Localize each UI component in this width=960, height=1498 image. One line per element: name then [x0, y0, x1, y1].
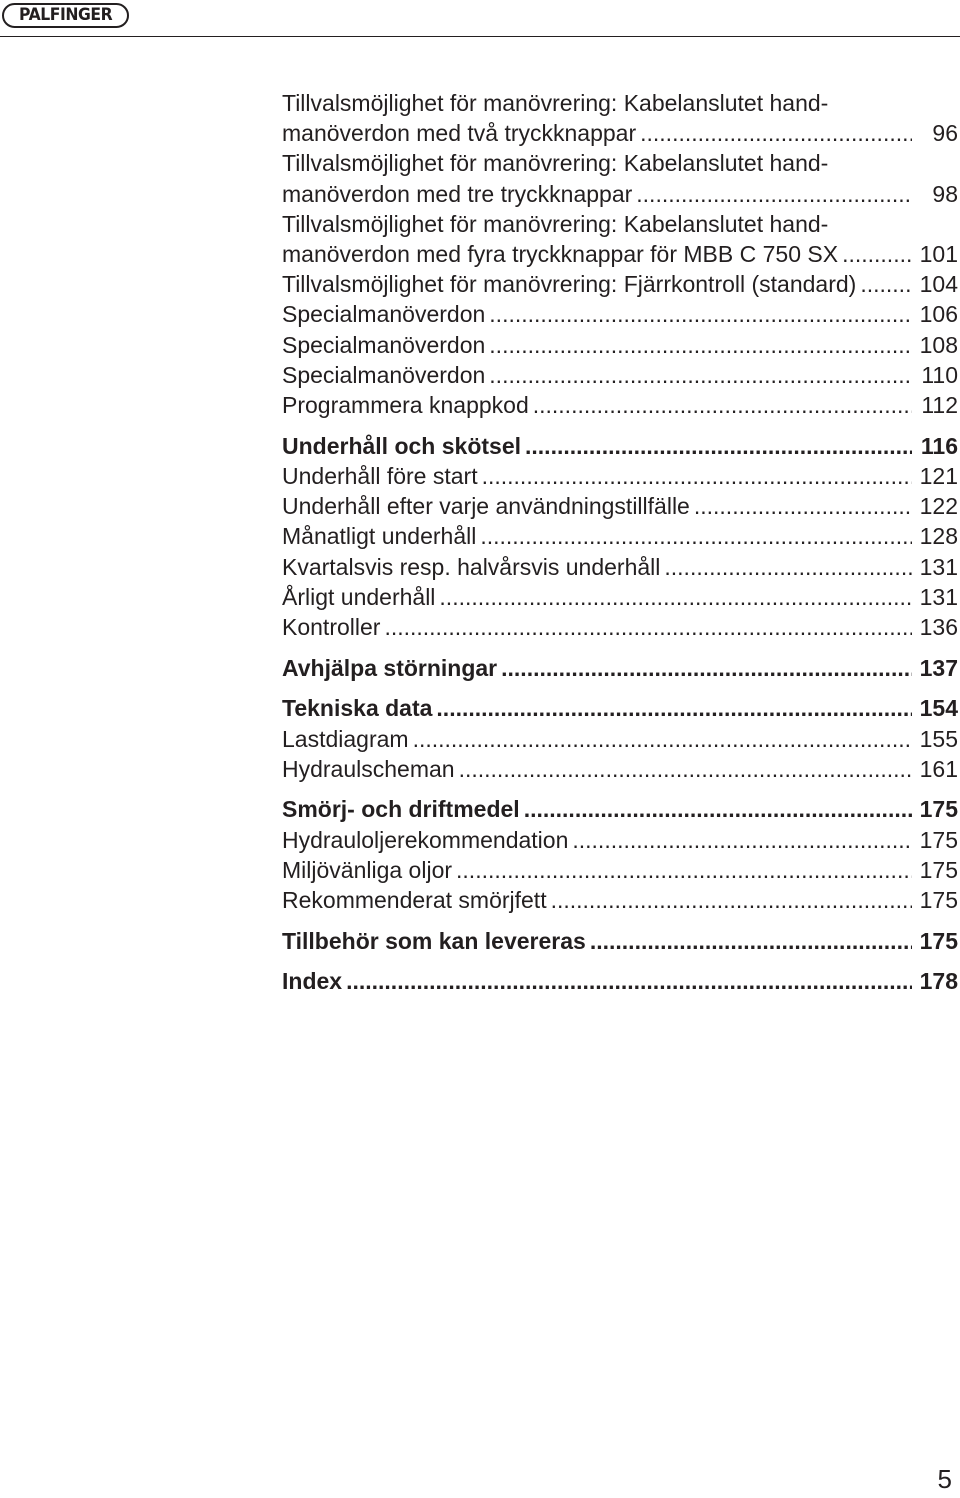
toc-entry-page: 108 — [919, 331, 958, 358]
toc-entry-page: 137 — [919, 654, 958, 681]
toc-entry[interactable] — [282, 330, 958, 360]
toc-chapter-entry[interactable] — [282, 431, 958, 461]
toc-dot-leader — [636, 179, 912, 209]
toc-entry-page: 122 — [919, 493, 958, 520]
toc-entry[interactable] — [282, 855, 958, 885]
toc-entry[interactable] — [282, 825, 958, 855]
toc-entry-title-line1: Tillvalsmöjlighet för manövrering: Kabelanslutet hand- — [282, 150, 829, 177]
toc-entry-title: Underhåll före start — [282, 462, 478, 489]
toc-chapter-entry[interactable] — [282, 966, 958, 996]
toc-entry-title: Hydraulscheman — [282, 755, 455, 782]
toc-entry-title: Hydrauloljerekommendation — [282, 826, 569, 853]
toc-entry-title: manöverdon med tre tryckknappar — [282, 180, 633, 207]
toc-entry-line — [282, 724, 958, 754]
toc-entry-line — [282, 118, 958, 148]
toc-entry-title: Smörj- och driftmedel — [282, 796, 520, 823]
toc-dot-leader — [439, 582, 912, 612]
toc-entry-line — [282, 299, 958, 329]
toc-dot-leader — [694, 491, 912, 521]
palfinger-logo — [2, 3, 129, 28]
toc-entry-page: 101 — [919, 241, 958, 268]
toc-entry[interactable] — [282, 461, 958, 491]
toc-dot-leader — [524, 794, 912, 824]
toc-entry[interactable] — [282, 88, 958, 148]
toc-entry[interactable] — [282, 390, 958, 420]
toc-entry[interactable] — [282, 521, 958, 551]
toc-entry-line — [282, 269, 958, 299]
toc-entry-line — [282, 461, 958, 491]
page-number: 5 — [937, 1464, 952, 1494]
toc-entry-line — [282, 390, 958, 420]
toc-dot-leader — [436, 693, 912, 723]
toc-entry-line — [282, 431, 958, 461]
toc-dot-leader — [590, 926, 912, 956]
toc-entry-title: Programmera knappkod — [282, 392, 529, 419]
toc-dot-leader — [860, 269, 912, 299]
toc-entry-title: Månatligt underhåll — [282, 523, 477, 550]
toc-chapter-entry[interactable] — [282, 926, 958, 956]
toc-entry-page: 178 — [919, 968, 958, 995]
toc-entry-page: 110 — [921, 361, 958, 388]
toc-dot-leader — [640, 118, 912, 148]
toc-entry-page: 121 — [919, 462, 958, 489]
toc-entry-title: Lastdiagram — [282, 725, 409, 752]
toc-dot-leader — [533, 390, 912, 420]
toc-entry-title: Kontroller — [282, 613, 381, 640]
toc-entry-line — [282, 521, 958, 551]
toc-entry-page: 96 — [932, 120, 958, 147]
toc-dot-leader — [842, 239, 912, 269]
toc-entry-title: Tekniska data — [282, 695, 433, 722]
toc-dot-leader — [384, 612, 912, 642]
toc-entry-title: Specialmanöverdon — [282, 301, 486, 328]
toc-entry-title: manöverdon med två tryckknappar — [282, 120, 637, 147]
toc-entry-page: 106 — [919, 301, 958, 328]
toc-entry-line — [282, 754, 958, 784]
toc-dot-leader — [482, 461, 912, 491]
toc-entry-page: 175 — [919, 796, 958, 823]
toc-dot-leader — [501, 653, 912, 683]
toc-entry-page: 175 — [919, 927, 958, 954]
header-divider — [0, 36, 960, 37]
toc-dot-leader — [525, 431, 912, 461]
toc-entry-line — [282, 491, 958, 521]
toc-entry-page: 131 — [919, 553, 958, 580]
toc-entry[interactable] — [282, 885, 958, 915]
toc-entry-page: 136 — [919, 613, 958, 640]
toc-entry-title: Specialmanöverdon — [282, 331, 486, 358]
toc-dot-leader — [664, 552, 912, 582]
toc-entry[interactable] — [282, 552, 958, 582]
toc-entry-title: Rekommenderat smörjfett — [282, 887, 547, 914]
toc-dot-leader — [459, 754, 912, 784]
toc-entry-title-line1: Tillvalsmöjlighet för manövrering: Kabelanslutet hand- — [282, 90, 829, 116]
toc-entry[interactable] — [282, 209, 958, 269]
page-header — [0, 0, 960, 40]
toc-entry-title: manöverdon med fyra tryckknappar för MBB C 750 SX — [282, 241, 839, 268]
toc-entry-page: 175 — [919, 887, 958, 914]
toc-entry-page: 155 — [919, 725, 958, 752]
toc-entry-line — [282, 653, 958, 683]
toc-entry-page: 98 — [932, 180, 958, 207]
toc-entry-page: 154 — [919, 695, 958, 722]
toc-entry-title: Specialmanöverdon — [282, 361, 486, 388]
toc-entry-title: Miljövänliga oljor — [282, 856, 453, 883]
toc-entry-title: Underhåll efter varje användningstillfälle — [282, 493, 690, 520]
toc-entry-line — [282, 239, 958, 269]
toc-entry-page: 175 — [919, 856, 958, 883]
toc-entry-line — [282, 966, 958, 996]
toc-entry-page: 116 — [920, 432, 958, 459]
toc-chapter-entry[interactable] — [282, 794, 958, 824]
toc-entry[interactable] — [282, 360, 958, 390]
toc-entry-title: Avhjälpa störningar — [282, 654, 498, 681]
toc-chapter-entry[interactable] — [282, 653, 958, 683]
toc-entry-line — [282, 693, 958, 723]
toc-entry-page: 131 — [919, 583, 958, 610]
toc-dot-leader — [551, 885, 912, 915]
toc-entry[interactable] — [282, 612, 958, 642]
toc-entry-title: Tillbehör som kan levereras — [282, 927, 586, 954]
toc-entry-title-line1: Tillvalsmöjlighet för manövrering: Kabelanslutet hand- — [282, 210, 829, 237]
toc-entry-line — [282, 855, 958, 885]
toc-entry-line — [282, 179, 958, 209]
toc-entry-page: 112 — [921, 392, 958, 419]
toc-dot-leader — [413, 724, 912, 754]
toc-dot-leader — [456, 855, 912, 885]
toc-entry-title: Kvartalsvis resp. halvårsvis underhåll — [282, 553, 661, 580]
toc-entry[interactable] — [282, 491, 958, 521]
toc-dot-leader — [480, 521, 912, 551]
toc-entry-title: Tillvalsmöjlighet för manövrering: Fjärrkontroll (standard) — [282, 271, 857, 298]
toc-entry-line — [282, 330, 958, 360]
toc-chapter-entry[interactable] — [282, 693, 958, 723]
toc-entry-line — [282, 582, 958, 612]
toc-dot-leader — [346, 966, 912, 996]
toc-entry-line — [282, 926, 958, 956]
toc-entry-line — [282, 885, 958, 915]
toc-entry-page: 128 — [919, 523, 958, 550]
toc-entry-line — [282, 552, 958, 582]
toc-entry-page: 104 — [919, 271, 958, 298]
toc-entry-title: Årligt underhåll — [282, 583, 436, 610]
toc-entry-line — [282, 825, 958, 855]
toc-entry[interactable] — [282, 582, 958, 612]
logo-text: PALFINGER — [18, 5, 113, 25]
toc-entry-line — [282, 794, 958, 824]
toc-entry-line — [282, 360, 958, 390]
toc-entry[interactable] — [282, 148, 958, 208]
toc-entry-line — [282, 612, 958, 642]
table-of-contents — [282, 88, 958, 997]
toc-entry-page: 175 — [919, 826, 958, 853]
toc-dot-leader — [489, 360, 912, 390]
toc-entry-title: Underhåll och skötsel — [282, 432, 522, 459]
toc-entry-title: Index — [282, 968, 343, 995]
toc-entry-page: 161 — [919, 755, 958, 782]
toc-dot-leader — [489, 299, 912, 329]
toc-entry[interactable] — [282, 269, 958, 299]
toc-dot-leader — [572, 825, 912, 855]
toc-dot-leader — [489, 330, 912, 360]
toc-entry[interactable] — [282, 299, 958, 329]
toc-entry[interactable] — [282, 724, 958, 754]
toc-entry[interactable] — [282, 754, 958, 784]
